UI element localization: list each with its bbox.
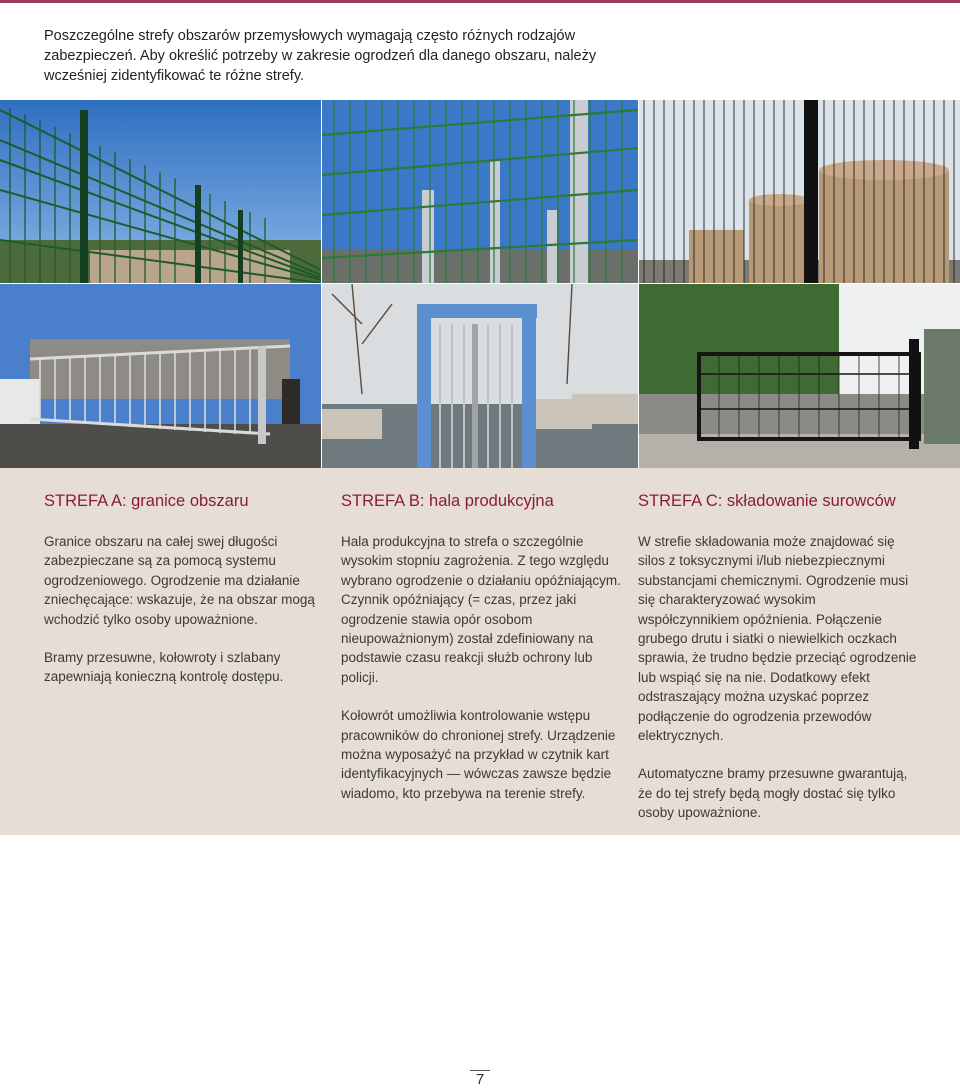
zone-c-paragraph-2: Automatyczne bramy przesuwne gwarantują, że do tej strefy będą mogły dostać się tylko osoby upoważnione. [638,766,908,821]
photo-turnstile [322,284,638,468]
photo-grid [0,100,960,468]
zone-a-column [44,490,326,687]
zone-c-column [638,490,920,823]
zone-b-title: STREFA B: hala produkcyjna [341,492,554,510]
photo-sliding-gate [0,284,321,468]
photo-storage-gate [639,284,960,468]
zones-panel [0,468,960,835]
intro-text: Poszczególne strefy obszarów przemysłowych wymagają często różnych rodzajów zabezpieczeń. Aby określić potrzeby w zakresie ogrodzeń dla danego obszaru, należy wcześniej zidentyfikować te różne strefy. [44,28,597,84]
zone-c-paragraph-1: W strefie składowania może znajdować się silos z toksycznymi i/lub niebezpiecznymi substancjami chemicznymi. Ogrodzenie musi się charakteryzować wysokim współczynnikiem opóźnienia. Połączenie grubego drutu i siatki o niewielkich oczkach sprawia, że trudno będzie przeciąć ogrodzenie lub wspiąć się na nie. Dodatkowy efekt odstraszający można uzyskać poprzez podłączenie do ogrodzenia przewodów elektrycznych. [638,534,917,744]
zone-b-paragraph-1: Hala produkcyjna to strefa o szczególnie wysokim stopniu zagrożenia. Z tego względu wybrano ogrodzenie o działaniu opóźniającym. Czynnik opóźniający (= czas, przez jaki ogrodzenie stawia opór osobom nieupoważnionym) został zdefiniowany na podstawie czasu reakcji służb ochrony lub policji. [341,534,621,685]
photo-industrial-plant [322,100,638,283]
page-number: 7 [470,1070,490,1088]
zone-b-paragraph-2: Kołowrót umożliwia kontrolowanie wstępu pracowników do chronionej strefy. Urządzenie można wyposażyć na przykład w czytnik kart identyfikacyjnych — wówczas zawsze będzie wiadomo, kto przebywa na terenie strefy. [341,708,616,801]
zone-a-title: STREFA A: granice obszaru [44,492,249,510]
photo-storage-silos [639,100,960,283]
zone-b-column [341,490,623,803]
zone-a-paragraph-1: Granice obszaru na całej swej długości zabezpieczane są za pomocą systemu ogrodzeniowego. Ogrodzenie ma działanie zniechęcające: wskazuje, że na obszar mogą wchodzić tylko osoby upoważnione. [44,534,315,627]
zone-a-paragraph-2: Bramy przesuwne, kołowroty i szlabany zapewniają konieczną kontrolę dostępu. [44,650,284,685]
photo-fence-boundary [0,100,321,283]
zone-c-title: STREFA C: składowanie surowców [638,492,896,510]
top-rule [0,0,960,3]
